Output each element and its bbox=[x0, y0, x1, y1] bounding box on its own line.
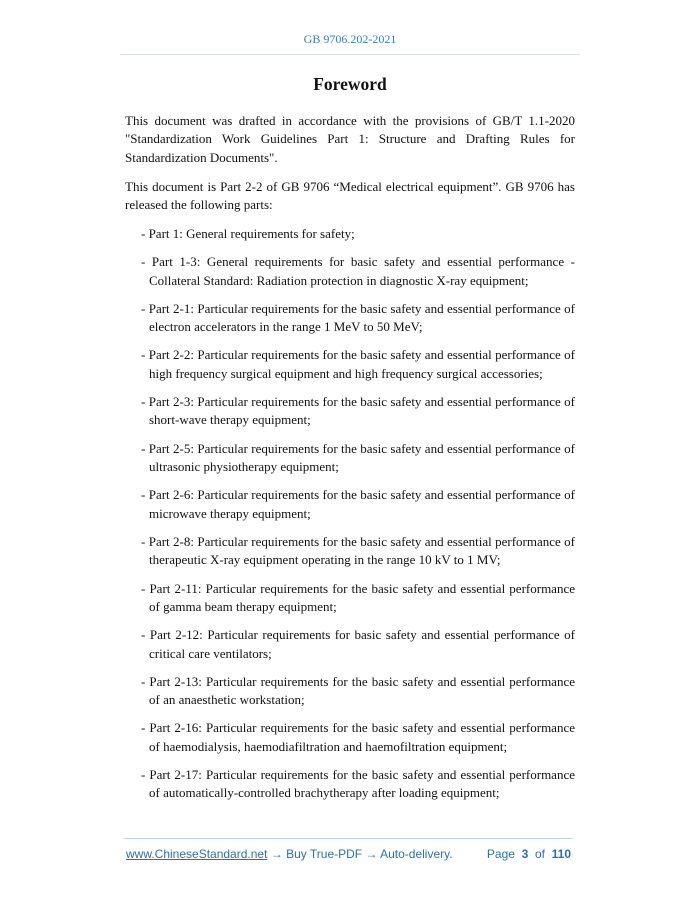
page-label: Page bbox=[486, 847, 515, 861]
website-link[interactable]: www.ChineseStandard.net bbox=[126, 847, 268, 861]
header-divider bbox=[120, 54, 580, 55]
of-label: of bbox=[534, 847, 545, 861]
list-item: - Part 2-2: Particular requirements for the basic safety and essential performance of high frequency surgical equipment and high frequency surgical accessories; bbox=[141, 347, 575, 381]
list-item: - Part 2-1: Particular requirements for the basic safety and essential performance of electron accelerators in the range 1 MeV to 50 MeV; bbox=[141, 300, 575, 335]
list-item: - Part 2-13: Particular requirements for the basic safety and essential performance of an anaesthetic workstation; bbox=[141, 673, 575, 708]
list-item: - Part 1-3: General requirements for basic safety and essential performance - Collateral Standard: Radiation protection in diagnostic X-ray equipment; bbox=[141, 254, 575, 288]
list-item: - Part 2-16: Particular requirements for the basic safety and essential performance of haemodialysis, haemodiafiltration and haemofiltration equipment; bbox=[141, 720, 575, 754]
list-item: - Part 2-5: Particular requirements for the basic safety and essential performance of ultrasonic physiotherapy equipment; bbox=[141, 440, 575, 475]
page-title: Foreword bbox=[313, 74, 387, 94]
list-item: - Part 2-17: Particular requirements for the basic safety and essential performance of automatically-controlled brachytherapy after loading equipment; bbox=[141, 766, 575, 801]
list-item: - Part 2-6: Particular requirements for the basic safety and essential performance of microwave therapy equipment; bbox=[141, 487, 575, 521]
list-item: - Part 1: General requirements for safety; bbox=[141, 226, 355, 242]
total-pages: 110 bbox=[551, 847, 571, 861]
document-body bbox=[125, 112, 575, 813]
running-header: GB 9706.202-2021 bbox=[303, 32, 397, 46]
paragraph: This document was drafted in accordance with the provisions of GB/T 1.1-2020 "Standardization Work Guidelines Part 1: Structure and Drafting Rules for Standardization Documents". bbox=[125, 113, 575, 165]
page-indicator bbox=[487, 847, 571, 861]
page-number: 3 bbox=[521, 847, 529, 861]
parts-list bbox=[125, 225, 575, 803]
list-item: - Part 2-3: Particular requirements for the basic safety and essential performance of short-wave therapy equipment; bbox=[141, 394, 575, 428]
footer-tagline: → Buy True-PDF → Auto-delivery. bbox=[267, 847, 453, 861]
page-footer bbox=[126, 847, 571, 861]
footer-divider bbox=[124, 838, 572, 839]
list-item: - Part 2-11: Particular requirements for the basic safety and essential performance of gamma beam therapy equipment; bbox=[141, 580, 575, 614]
list-item: - Part 2-8: Particular requirements for the basic safety and essential performance of therapeutic X-ray equipment operating in the range 10 kV to 1 MV; bbox=[141, 533, 575, 568]
list-item: - Part 2-12: Particular requirements for basic safety and essential performance of critical care ventilators; bbox=[141, 627, 575, 661]
paragraph: This document is Part 2-2 of GB 9706 “Medical electrical equipment”. GB 9706 has released the following parts: bbox=[125, 178, 575, 213]
